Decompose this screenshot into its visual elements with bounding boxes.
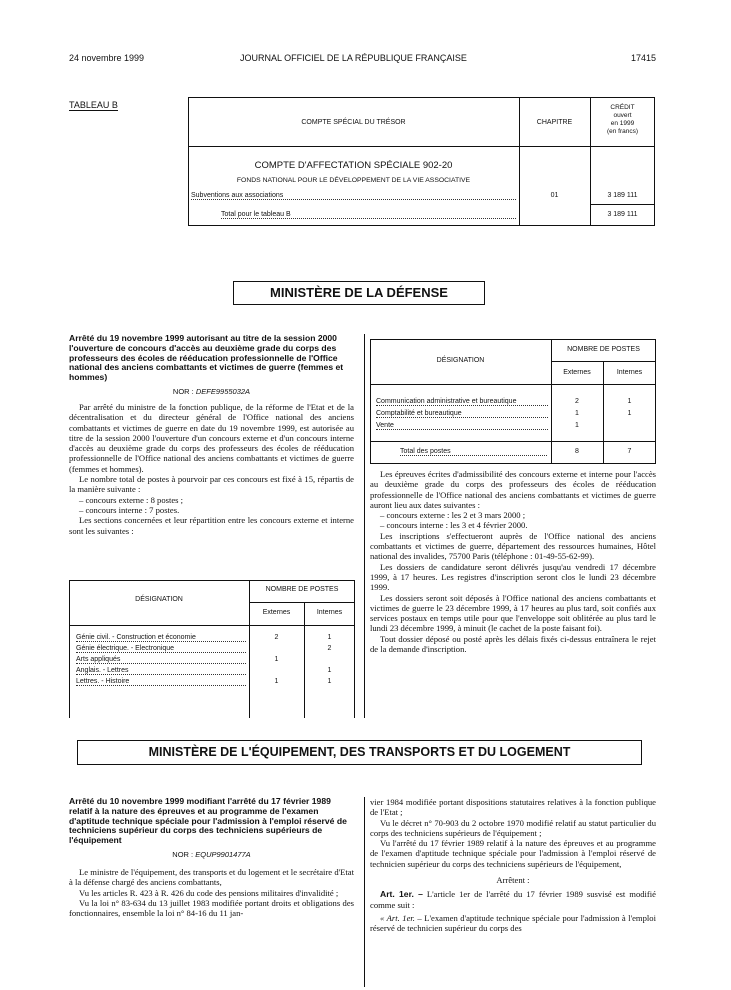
- defense-right-text: Les épreuves écrites d'admissibilité des concours externe et interne pour l'accès au deuxième grade du corps des professeurs des écoles de rééducation professionnelle de l'Office national des anciens combattants et victimes de guerre auront lieu aux dates suivantes : – concours externe : les 2 et 3 mars 2000 ; – concours interne : les 3 et 4 février 2000. Les inscriptions s'effectueront auprès de l'Office national des anciens combattants et victimes de guerre, département des ressources humaines, Hôtel national des invalides, 75700 Paris (téléphone : 01-49-55-62-99). Les dossiers de candidature seront délivrés jusqu'au vendredi 17 décembre 1999, à 17 heures. Les registres d'inscription seront clos le lundi 23 décembre 1999. Les dossiers seront soit déposés à l'Office national des anciens combattants et victimes de guerre le 23 décembre 1999, à 17 heures au plus tard, soit confiés aux services postaux en temps utile pour que l'enveloppe soit oblitérée au plus tard le lundi 23 décembre 1999, à minuit (le cachet de la poste faisant foi). Tout dossier déposé ou posté après les délais fixés ci-dessus entraînera le rejet de la demande d'inscription.: [370, 469, 656, 655]
- header-page: 17415: [631, 53, 657, 63]
- banner-defense: MINISTÈRE DE LA DÉFENSE: [233, 281, 485, 305]
- equipement-arrete-title: Arrêté du 10 novembre 1999 modifiant l'arrêté du 17 février 1989 relatif à la nature des épreuves et au programme de l'examen d'aptitude technique spéciale pour l'admission à l'emploi réservé de techniciens supérieur du corps des techniciens supérieurs de l'équipement: [69, 796, 347, 846]
- table-row: Génie électrique. - Electronique 2: [76, 645, 332, 652]
- t1-externes: Externes: [262, 609, 291, 616]
- banner-equipement: MINISTÈRE DE L'ÉQUIPEMENT, DES TRANSPORTS ET DU LOGEMENT: [77, 740, 642, 765]
- equipement-left-column: Arrêté du 10 novembre 1999 modifiant l'arrêté du 17 février 1989 relatif à la nature des épreuves et au programme de l'examen d'aptitude technique spéciale pour l'admission à l'emploi réservé de techniciens supérieur du corps des techniciens supérieurs de l'équipement NOR : EQUP9901477A Le ministre de l'équipement, des transports et du logement et le secrétaire d'Etat à la défense chargé des anciens combattants, Vu les articles R. 423 à R. 426 du code des pensions militaires d'invalidité ; Vu la loi n° 83-634 du 13 juillet 1983 modifiée portant droits et obligations des fonctionnaires, ensemble la loi n° 84-16 du 11 jan-: [69, 796, 354, 919]
- col-credit: CRÉDIT ouvert en 1999 (en francs): [606, 104, 639, 135]
- total-credit: 3 189 111: [607, 211, 638, 218]
- total-label: Total pour le tableau B: [221, 211, 516, 219]
- tableau-b-label: TABLEAU B: [69, 100, 118, 110]
- defense-nor: NOR : DEFE9955032A: [172, 386, 251, 396]
- defense-p3: Les sections concernées et leur répartition entre les concours externe et interne sont les suivantes :: [69, 515, 354, 536]
- t2-nombre: NOMBRE DE POSTES: [567, 346, 640, 353]
- t2-internes: Internes: [616, 369, 643, 376]
- equipement-nor: NOR : EQUP9901477A: [172, 849, 251, 859]
- col-chapitre: CHAPITRE: [536, 119, 573, 126]
- table-row: Anglais. - Lettres 1: [76, 667, 332, 674]
- table-row: Lettres. - Histoire 1 1: [76, 678, 332, 685]
- defense-p1: Par arrêté du ministre de la fonction publique, de la réforme de l'Etat et de la décentralisation et du directeur général de l'Office national des anciens combattants et victimes de guerre en date du 19 novembre 1999, est autorisée au titre de la session 2000 l'ouverture d'un concours externe et d'un concours interne d'accès au deuxième grade du corps des professeurs des écoles de rééducation professionnelle de l'Office national des anciens combattants et victimes de guerre (femmes et hommes).: [69, 401, 354, 474]
- equipement-right-column: vier 1984 modifiée portant dispositions statutaires relatives à la fonction publique de l'Etat ; Vu le décret n° 70-903 du 2 octobre 1970 modifié relatif au statut particulier du corps des techniciens supérieurs de l'équipement ; Vu l'arrêté du 17 février 1989 relatif à la nature des épreuves et au programme de l'examen d'aptitude technique spéciale pour l'admission à l'emploi réservé de technicien supérieur du corps des techniciens supérieurs de l'équipement, Arrêtent : Art. 1er. – L'article 1er de l'arrêté du 17 février 1989 susvisé est modifié comme suit : « Art. 1er. – L'examen d'aptitude technique spéciale pour l'admission à l'emploi réservé de technicien supérieur du corps des: [370, 797, 656, 934]
- table-row: Arts appliqués 1: [76, 656, 279, 663]
- row-credit: 3 189 111: [607, 192, 638, 199]
- t2-total-label: Total des postes: [400, 448, 547, 456]
- defense-left-column: [69, 334, 354, 536]
- defense-p2: Le nombre total de postes à pourvoir par ces concours est fixé à 15, répartis de la manière suivante :: [69, 474, 354, 495]
- row-subventions: Subventions aux associations: [191, 192, 516, 200]
- t1-nombre: NOMBRE DE POSTES: [265, 586, 339, 593]
- t2-designation: DÉSIGNATION: [436, 357, 485, 364]
- t2-externes: Externes: [563, 369, 591, 376]
- t1-rows: [69, 634, 355, 689]
- table-row: Comptabilité et bureautique 1 1: [376, 410, 632, 417]
- compte-subtitle: FONDS NATIONAL POUR LE DÉVELOPPEMENT DE LA VIE ASSOCIATIVE: [236, 177, 471, 184]
- defense-li2: – concours interne : 7 postes.: [79, 504, 180, 515]
- t1-designation: DÉSIGNATION: [135, 596, 183, 603]
- defense-arrete-title: Arrêté du 19 novembre 1999 autorisant au titre de la session 2000 l'ouverture de concours d'accès au deuxième grade du corps des professeurs des écoles de rééducation professionnelle de l'Office national des anciens combattants et victimes de guerre (femmes et hommes): [69, 333, 344, 383]
- row-chapitre: 01: [550, 192, 559, 199]
- compte-title: COMPTE D'AFFECTATION SPÉCIALE 902-20: [254, 160, 453, 171]
- t2-total-int: 7: [627, 448, 632, 455]
- header-date: 24 novembre 1999: [69, 53, 145, 63]
- t1-internes: Internes: [316, 609, 343, 616]
- defense-li1: – concours externe : 8 postes ;: [79, 494, 184, 505]
- table-row: Génie civil. - Construction et économie 2 1: [76, 634, 332, 641]
- table-row: Communication administrative et bureautique 2 1: [376, 398, 632, 405]
- col-compte: COMPTE SPÉCIAL DU TRÉSOR: [301, 119, 406, 126]
- t2-total-ext: 8: [575, 448, 579, 455]
- header-journal: JOURNAL OFFICIEL DE LA RÉPUBLIQUE FRANÇAISE: [240, 53, 467, 63]
- t2-rows: [370, 398, 656, 434]
- table-row: Vente 1: [376, 422, 579, 429]
